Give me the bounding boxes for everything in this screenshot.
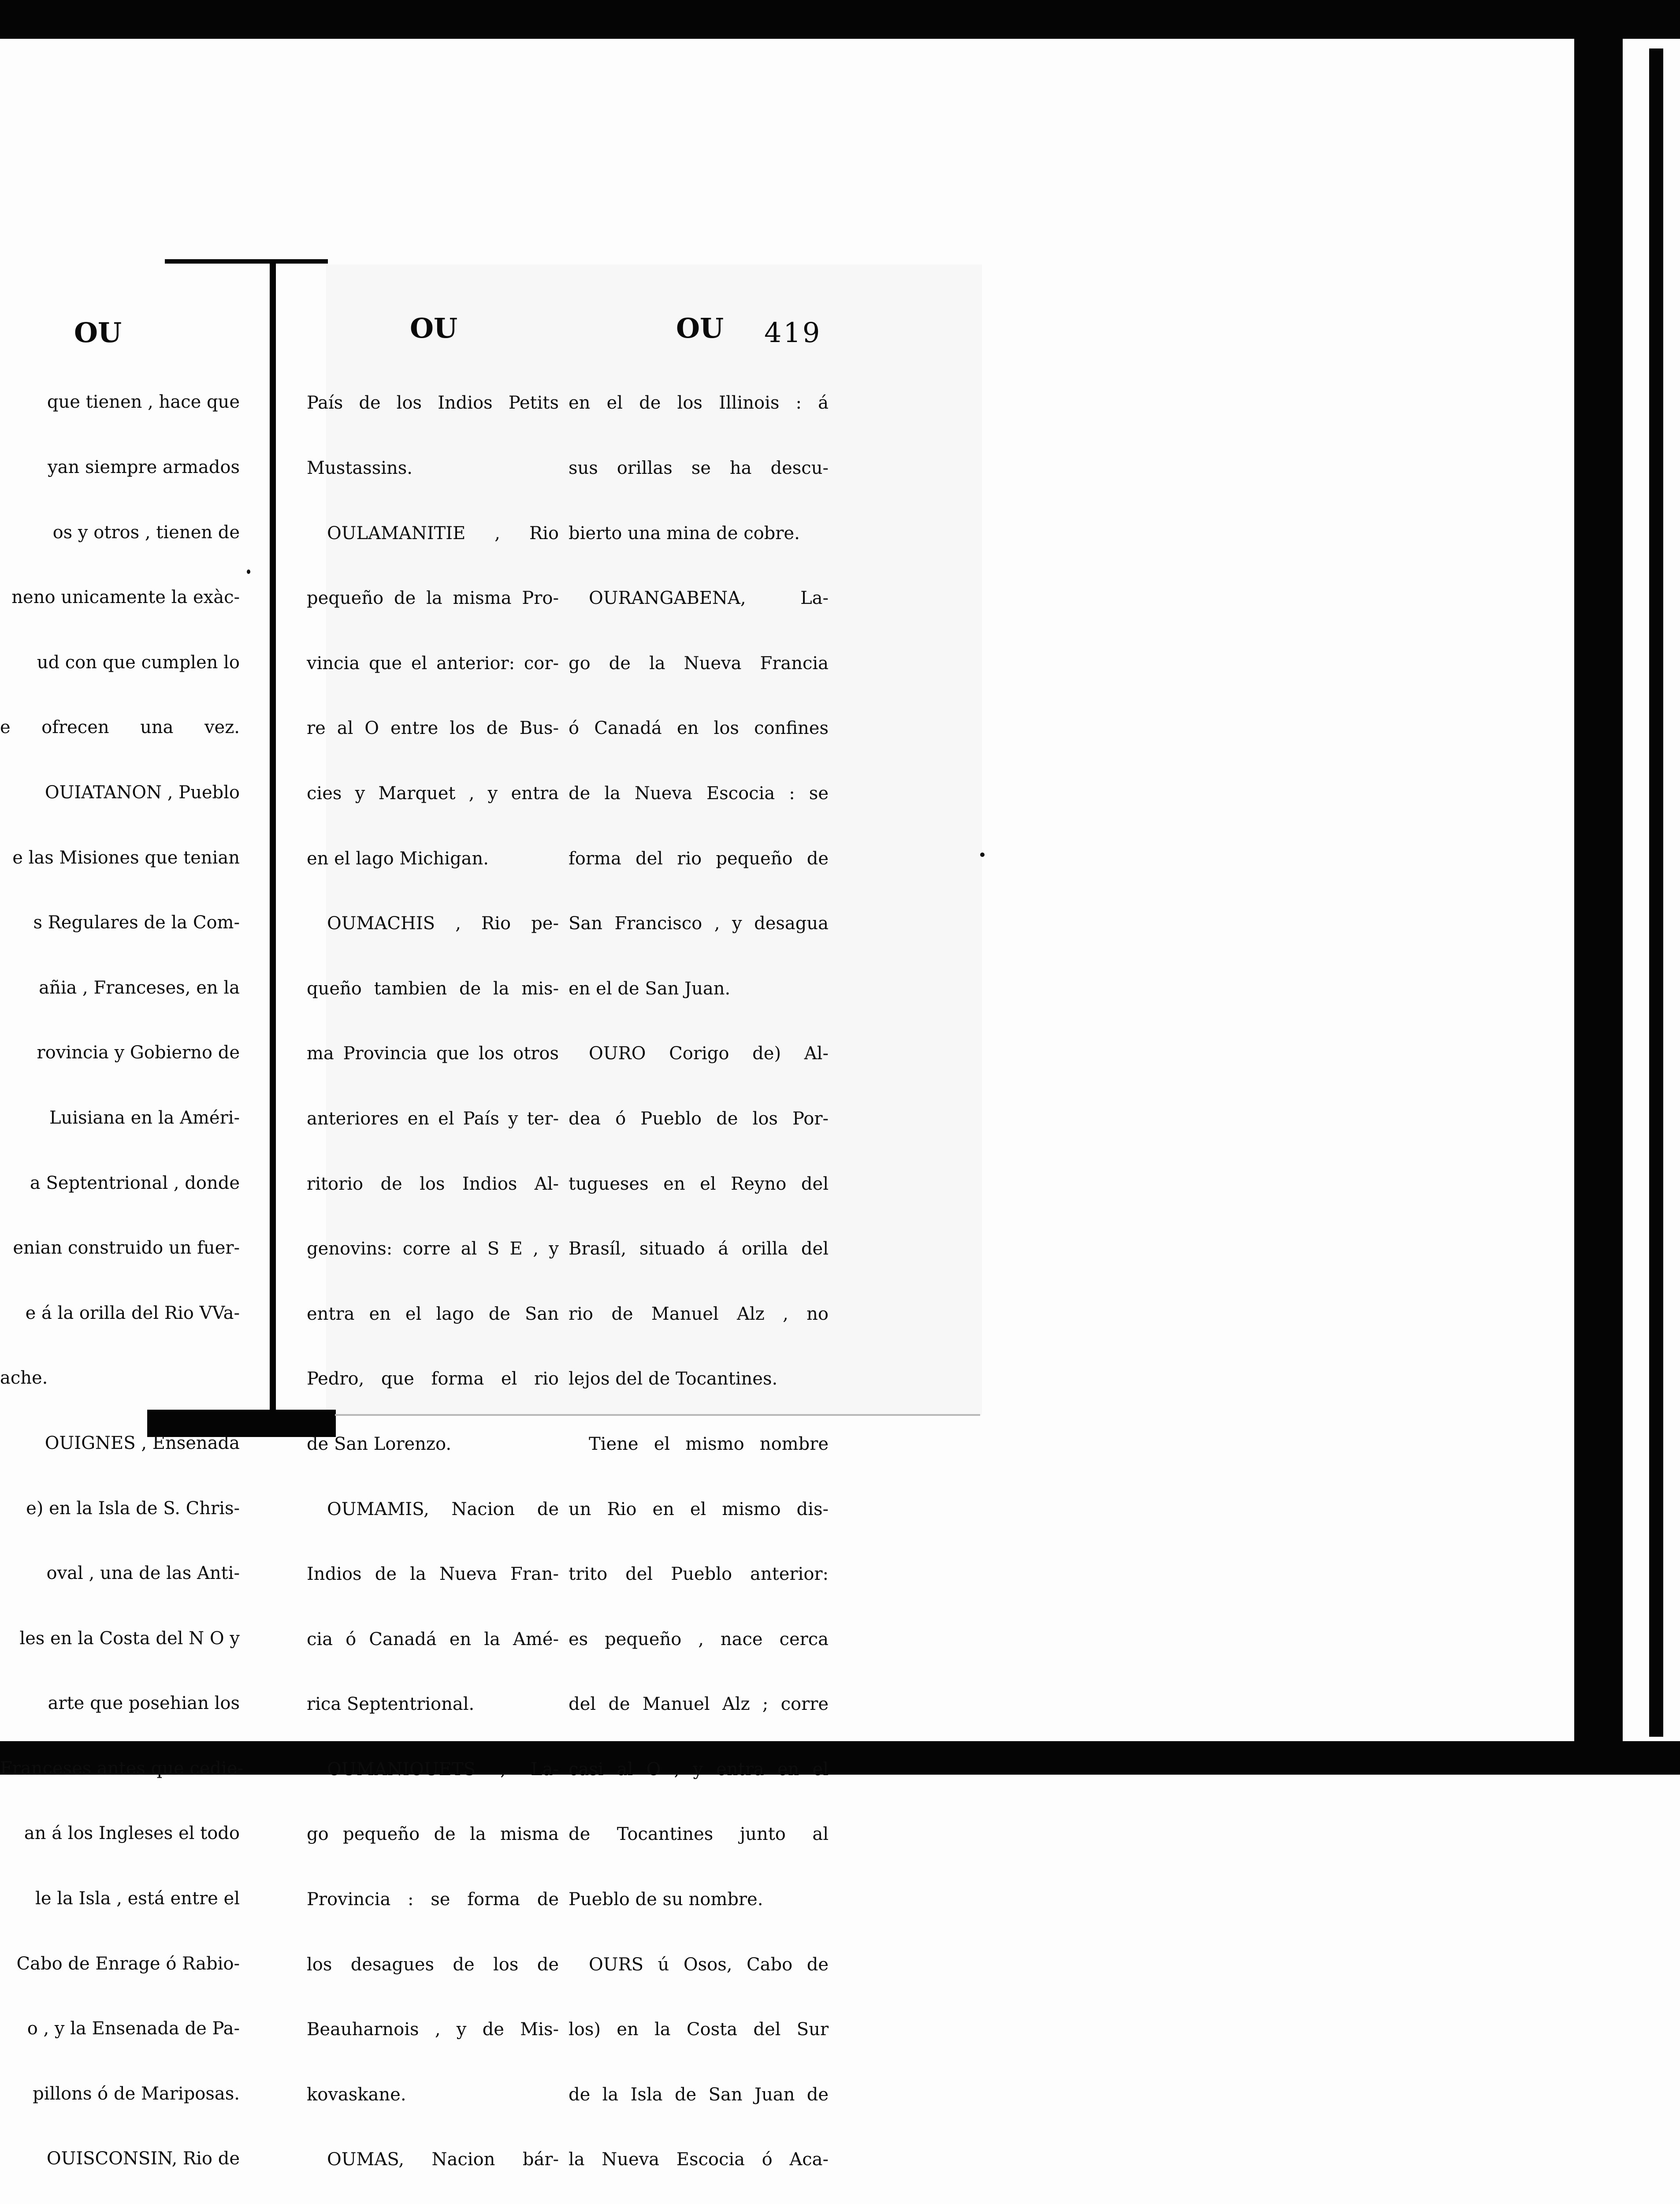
text-line: entra en el lago de San <box>307 1303 559 1324</box>
right-page-column-2 <box>569 349 829 2170</box>
speck-mark <box>247 570 250 574</box>
text-line: vincia que el anterior: cor- <box>307 653 559 674</box>
text-line: anteriores en el País y ter- <box>307 1108 559 1129</box>
text-line: rio de Manuel Alz , no <box>569 1303 829 1324</box>
gutter-vertical-line <box>270 259 276 1419</box>
text-line: bierto una mina de cobre. <box>569 523 800 544</box>
text-line: a Septentrional , donde <box>30 1173 240 1193</box>
text-line: tugueses en el Reyno del <box>569 1173 829 1194</box>
text-line: go de la Nueva Francia <box>569 653 829 674</box>
text-line: rica Septentrional. <box>307 1694 475 1715</box>
text-line: de San Lorenzo. <box>307 1433 452 1454</box>
text-line: Provincia : se forma de <box>307 1889 559 1910</box>
frame-right-bar <box>1574 39 1623 1741</box>
text-line: OUMAS, Nacion bár- <box>327 2149 559 2170</box>
text-line: enian construido un fuer- <box>13 1238 240 1258</box>
text-line: forma del rio pequeño de <box>569 848 829 869</box>
right-page-header-left: OU <box>410 312 458 344</box>
text-line: OUIATANON , Pueblo <box>45 782 240 803</box>
text-line: queño tambien de la mis- <box>307 978 559 999</box>
text-line: sus orillas se ha descu- <box>569 458 829 478</box>
text-line: an á los Ingleses el todo <box>24 1823 240 1844</box>
frame-bottom-bar <box>0 1741 1680 1775</box>
text-line: os y otros , tienen de <box>52 522 240 543</box>
text-line: la Nueva Escocia ó Aca- <box>569 2149 829 2170</box>
text-line: ache. <box>0 1368 48 1389</box>
text-line: de la Nueva Escocia : se <box>569 783 829 804</box>
text-line: cia ó Canadá en la Amé- <box>307 1629 559 1649</box>
text-line: go pequeño de la misma <box>307 1824 559 1845</box>
text-line: Pedro, que forma el rio <box>307 1369 559 1389</box>
text-line: Beauharnois , y de Mis- <box>307 2019 559 2040</box>
text-line: que tienen , hace que <box>47 392 240 413</box>
text-line: ud con que cumplen lo <box>37 652 240 673</box>
text-line: San Francisco , y desagua <box>569 913 829 934</box>
text-line: pequeño de la misma Pro- <box>307 588 559 609</box>
text-line: Franceses antes que cedie- <box>0 1758 244 1779</box>
text-line: ma Provincia que los otros <box>307 1043 559 1064</box>
text-line: arte que posehian los <box>48 1693 240 1714</box>
text-line: e á la orilla del Rio VVa- <box>25 1303 240 1323</box>
text-line: en el de San Juan. <box>569 978 731 999</box>
page-number: 419 <box>764 316 822 349</box>
left-page-header: OU <box>74 316 122 349</box>
text-line: re al O entre los de Bus- <box>307 718 559 739</box>
text-line: pillons ó de Mariposas. <box>33 2083 240 2104</box>
text-line: Luisiana en la Améri- <box>49 1107 240 1128</box>
text-line: kovaskane. <box>307 2084 406 2105</box>
text-line: OURO Corigo de) Al- <box>589 1043 829 1064</box>
text-line: los) en la Costa del Sur <box>569 2019 829 2040</box>
text-line: rovincia y Gobierno de <box>37 1042 240 1063</box>
frame-right-edge <box>1649 48 1663 1737</box>
text-line: de la Isla de San Juan de <box>569 2084 829 2105</box>
text-line: Tiene el mismo nombre <box>589 1433 829 1454</box>
text-line: trito del Pueblo anterior: <box>569 1564 829 1585</box>
text-line: del de Manuel Alz ; corre <box>569 1694 829 1715</box>
text-line: OUIGNES , Ensenada <box>45 1433 240 1453</box>
text-line: ritorio de los Indios Al- <box>307 1173 559 1194</box>
text-line: o , y la Ensenada de Pa- <box>27 2018 240 2039</box>
text-line: neno unicamente la exàc- <box>11 587 240 608</box>
text-line: Indios de la Nueva Fran- <box>307 1564 559 1585</box>
frame-top-bar <box>0 0 1680 39</box>
text-line: e las Misiones que tenian <box>12 847 240 868</box>
text-line: en el de los Illinois : á <box>569 393 829 413</box>
text-line: los desagues de los de <box>307 1954 559 1975</box>
text-line: OULAMANITIE , Rio <box>327 523 559 544</box>
text-line: OUMAMIS, Nacion de <box>327 1499 559 1519</box>
text-line: le la Isla , está entre el <box>35 1888 240 1909</box>
text-line: es pequeño , nace cerca <box>569 1629 829 1649</box>
text-line: Pueblo de su nombre. <box>569 1889 763 1910</box>
text-line: s Regulares de la Com- <box>33 912 240 933</box>
text-line: lejos del de Tocantines. <box>569 1369 778 1389</box>
text-line: genovins: corre al S E , y <box>307 1239 559 1259</box>
text-line: un Rio en el mismo dis- <box>569 1499 829 1519</box>
text-line: e ofrecen una vez. <box>0 717 240 738</box>
text-line: Mustassins. <box>307 458 413 478</box>
text-line: OUMACHIS , Rio pe- <box>327 913 559 934</box>
text-line: ó Canadá en los confines <box>569 718 829 739</box>
text-line: OUMANIOUETS , La- <box>327 1759 559 1780</box>
text-line: Cabo de Enrage ó Rabio- <box>16 1953 240 1974</box>
text-line: OUISCONSIN, Rio de <box>46 2148 240 2169</box>
text-line: Brasíl, situado á orilla del <box>569 1239 829 1259</box>
text-line: cies y Marquet , y entra <box>307 783 559 804</box>
right-page-header-right: OU <box>676 312 724 344</box>
text-line: OURS ú Osos, Cabo de <box>589 1954 829 1975</box>
text-line: País de los Indios Petits <box>307 393 559 413</box>
text-line: e) en la Isla de S. Chris- <box>26 1498 240 1519</box>
text-line: casi al O , y entra en el <box>569 1759 829 1780</box>
text-line: les en la Costa del N O y <box>19 1628 240 1649</box>
speck-mark <box>980 853 985 857</box>
text-line: en el lago Michigan. <box>307 848 489 869</box>
text-line: OURANGABENA, La- <box>589 588 829 609</box>
text-line: yan siempre armados <box>48 457 240 477</box>
text-line: dea ó Pueblo de los Por- <box>569 1108 829 1129</box>
left-page-column <box>0 348 244 2169</box>
gutter-top-line <box>165 259 328 264</box>
text-line: de Tocantines junto al <box>569 1824 829 1845</box>
text-line: añia , Franceses, en la <box>39 977 240 998</box>
text-line: oval , una de las Anti- <box>46 1563 240 1584</box>
right-page-column-1 <box>307 349 559 2170</box>
